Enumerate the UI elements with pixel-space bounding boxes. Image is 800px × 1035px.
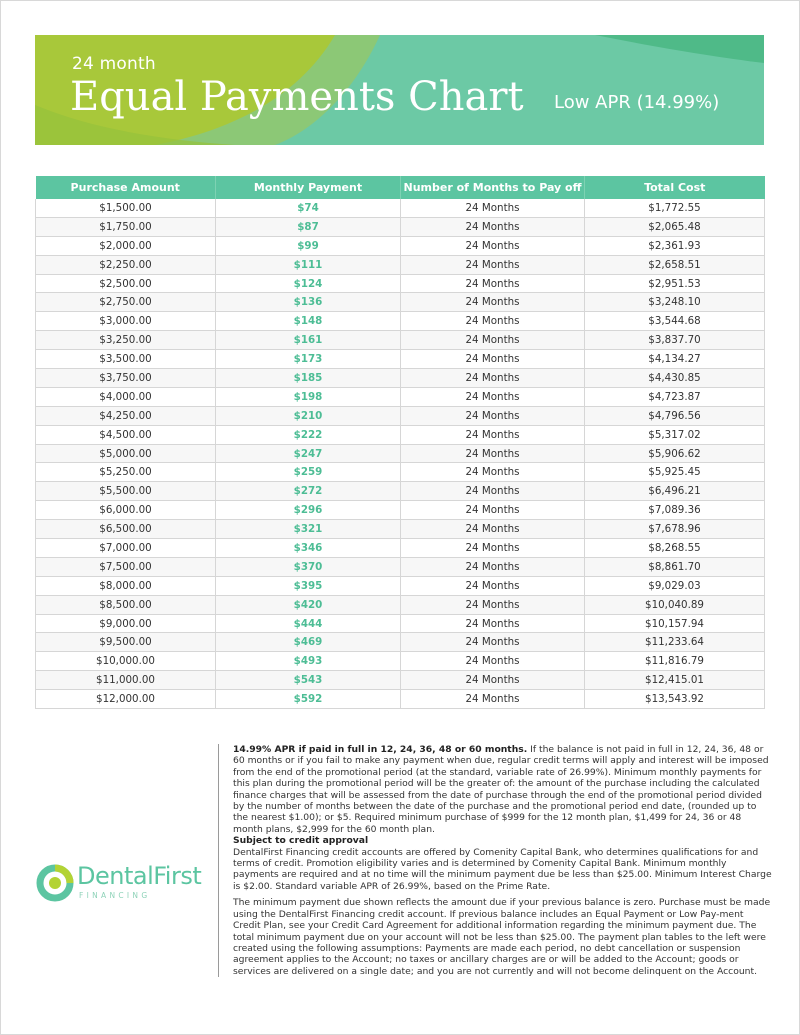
table-header-row xyxy=(36,176,765,199)
table-row xyxy=(36,255,765,274)
purchase-amount-cell: $11,000.00 xyxy=(36,671,216,690)
monthly-payment-cell: $493 xyxy=(216,652,401,671)
purchase-amount-cell: $2,250.00 xyxy=(36,255,216,274)
total-cost-cell: $7,678.96 xyxy=(585,520,765,539)
table-row xyxy=(36,520,765,539)
table-row xyxy=(36,217,765,236)
months-cell: 24 Months xyxy=(401,633,585,652)
monthly-payment-cell: $111 xyxy=(216,255,401,274)
months-cell: 24 Months xyxy=(401,255,585,274)
total-cost-cell: $5,925.45 xyxy=(585,463,765,482)
total-cost-cell: $2,065.48 xyxy=(585,217,765,236)
months-cell: 24 Months xyxy=(401,652,585,671)
table-row xyxy=(36,236,765,255)
purchase-amount-cell: $5,000.00 xyxy=(36,444,216,463)
purchase-amount-cell: $5,500.00 xyxy=(36,482,216,501)
logo-ring-icon xyxy=(35,863,75,903)
disclosure-text xyxy=(218,744,773,977)
purchase-amount-cell: $3,250.00 xyxy=(36,331,216,350)
months-cell: 24 Months xyxy=(401,671,585,690)
total-cost-cell: $5,906.62 xyxy=(585,444,765,463)
purchase-amount-cell: $6,500.00 xyxy=(36,520,216,539)
total-cost-cell: $5,317.02 xyxy=(585,425,765,444)
months-cell: 24 Months xyxy=(401,236,585,255)
total-cost-cell: $9,029.03 xyxy=(585,576,765,595)
purchase-amount-cell: $6,000.00 xyxy=(36,501,216,520)
monthly-payment-cell: $198 xyxy=(216,387,401,406)
purchase-amount-cell: $3,750.00 xyxy=(36,369,216,388)
monthly-payment-cell: $87 xyxy=(216,217,401,236)
table-row xyxy=(36,633,765,652)
credit-approval-body: DentalFirst Financing credit accounts are offered by Comenity Capital Bank, who determines qualifications for and terms of credit. Promotion eligibility varies and is determined by Comenity Capital Bank. Minimum monthly payments are required and at no time will the minimum payment due be less than $25.00. Minimum Interest Charge is $2.00. Standard variable APR of 26.99%, based on the Prime Rate. xyxy=(233,846,772,892)
months-cell: 24 Months xyxy=(401,387,585,406)
table-body xyxy=(36,199,765,709)
payments-table xyxy=(35,176,765,709)
total-cost-cell: $2,951.53 xyxy=(585,274,765,293)
total-cost-cell: $8,268.55 xyxy=(585,539,765,558)
table-row xyxy=(36,539,765,558)
monthly-payment-cell: $592 xyxy=(216,690,401,709)
monthly-payment-cell: $370 xyxy=(216,557,401,576)
total-cost-cell: $8,861.70 xyxy=(585,557,765,576)
months-cell: 24 Months xyxy=(401,312,585,331)
monthly-payment-cell: $543 xyxy=(216,671,401,690)
table-row xyxy=(36,331,765,350)
table-row xyxy=(36,576,765,595)
months-cell: 24 Months xyxy=(401,520,585,539)
months-cell: 24 Months xyxy=(401,293,585,312)
months-cell: 24 Months xyxy=(401,557,585,576)
monthly-payment-cell: $148 xyxy=(216,312,401,331)
header-months-to-pay-off: Number of Months to Pay off xyxy=(401,176,585,199)
total-cost-cell: $13,543.92 xyxy=(585,690,765,709)
monthly-payment-cell: $185 xyxy=(216,369,401,388)
months-cell: 24 Months xyxy=(401,406,585,425)
months-cell: 24 Months xyxy=(401,444,585,463)
table-row xyxy=(36,312,765,331)
apr-disclosure-heading: 14.99% APR if paid in full in 12, 24, 36, 48 or 60 months. xyxy=(233,744,528,755)
total-cost-cell: $4,723.87 xyxy=(585,387,765,406)
table-row xyxy=(36,199,765,217)
table-row xyxy=(36,369,765,388)
purchase-amount-cell: $12,000.00 xyxy=(36,690,216,709)
dentalfirst-logo xyxy=(35,860,215,906)
table-row xyxy=(36,690,765,709)
purchase-amount-cell: $3,500.00 xyxy=(36,350,216,369)
months-cell: 24 Months xyxy=(401,369,585,388)
total-cost-cell: $4,430.85 xyxy=(585,369,765,388)
months-cell: 24 Months xyxy=(401,614,585,633)
banner-subtitle: 24 month xyxy=(72,54,156,74)
months-cell: 24 Months xyxy=(401,350,585,369)
header-banner xyxy=(35,35,764,145)
months-cell: 24 Months xyxy=(401,690,585,709)
table-row xyxy=(36,671,765,690)
months-cell: 24 Months xyxy=(401,482,585,501)
purchase-amount-cell: $4,250.00 xyxy=(36,406,216,425)
minimum-payment-disclosure: The minimum payment due shown reflects the amount due if your previous balance is zero. Purchase must be made using the DentalFirst Financing credit account. If previous balance includes an Equal Payment or Low Pay-ment Credit Plan, see your Credit Card Agreement for additional information regarding the minimum payment due. The total minimum payment due on your account will not be less than $25.00. The payment plan tables to the left were created using the following assumptions: Payments are made each period, no debt cancellation or suspension agreement applies to the Account; no taxes or ancillary charges are or will be added to the Account; goods or services are delivered on a single date; and you are not currently and will not become delinquent on the Account. xyxy=(233,897,771,977)
purchase-amount-cell: $9,000.00 xyxy=(36,614,216,633)
table-row xyxy=(36,614,765,633)
monthly-payment-cell: $346 xyxy=(216,539,401,558)
total-cost-cell: $7,089.36 xyxy=(585,501,765,520)
total-cost-cell: $4,134.27 xyxy=(585,350,765,369)
table-row xyxy=(36,293,765,312)
monthly-payment-cell: $247 xyxy=(216,444,401,463)
purchase-amount-cell: $7,000.00 xyxy=(36,539,216,558)
total-cost-cell: $2,658.51 xyxy=(585,255,765,274)
apr-disclosure-body: If the balance is not paid in full in 12, 24, 36, 48 or 60 months or if you fail to make any payment when due, regular credit terms will apply and interest will be imposed from the end of the promotional period (at the standard, variable rate of 26.99%). Minimum monthly payments for this plan during the promotional period will be the greater of: the amount of the purchase including the calculated finance charges that will be assessed from the date of purchase through the end of the promotional period divided by the number of months between the date of the purchase and the promotional period end date, (rounded up to the nearest $1.00); or $5. Required minimum purchase of $999 for the 12 month plan, $1,499 for 24, 36 or 48 month plans, $2,999 for the 60 month plan. xyxy=(233,744,769,835)
monthly-payment-cell: $173 xyxy=(216,350,401,369)
months-cell: 24 Months xyxy=(401,595,585,614)
table-row xyxy=(36,274,765,293)
purchase-amount-cell: $7,500.00 xyxy=(36,557,216,576)
monthly-payment-cell: $259 xyxy=(216,463,401,482)
table-row xyxy=(36,595,765,614)
months-cell: 24 Months xyxy=(401,199,585,217)
months-cell: 24 Months xyxy=(401,425,585,444)
monthly-payment-cell: $74 xyxy=(216,199,401,217)
purchase-amount-cell: $4,000.00 xyxy=(36,387,216,406)
credit-approval-heading: Subject to credit approval xyxy=(233,835,369,847)
table-row xyxy=(36,463,765,482)
purchase-amount-cell: $8,000.00 xyxy=(36,576,216,595)
monthly-payment-cell: $161 xyxy=(216,331,401,350)
logo-tagline: FINANCING xyxy=(79,891,151,900)
total-cost-cell: $3,248.10 xyxy=(585,293,765,312)
table-row xyxy=(36,406,765,425)
purchase-amount-cell: $8,500.00 xyxy=(36,595,216,614)
monthly-payment-cell: $296 xyxy=(216,501,401,520)
total-cost-cell: $11,816.79 xyxy=(585,652,765,671)
total-cost-cell: $10,040.89 xyxy=(585,595,765,614)
table-row xyxy=(36,350,765,369)
total-cost-cell: $11,233.64 xyxy=(585,633,765,652)
page-title: Equal Payments Chart xyxy=(70,74,524,120)
logo-name: DentalFirst xyxy=(77,862,202,890)
monthly-payment-cell: $136 xyxy=(216,293,401,312)
purchase-amount-cell: $4,500.00 xyxy=(36,425,216,444)
purchase-amount-cell: $2,000.00 xyxy=(36,236,216,255)
months-cell: 24 Months xyxy=(401,539,585,558)
total-cost-cell: $1,772.55 xyxy=(585,199,765,217)
total-cost-cell: $3,837.70 xyxy=(585,331,765,350)
monthly-payment-cell: $469 xyxy=(216,633,401,652)
purchase-amount-cell: $2,750.00 xyxy=(36,293,216,312)
monthly-payment-cell: $272 xyxy=(216,482,401,501)
total-cost-cell: $10,157.94 xyxy=(585,614,765,633)
total-cost-cell: $6,496.21 xyxy=(585,482,765,501)
months-cell: 24 Months xyxy=(401,331,585,350)
purchase-amount-cell: $5,250.00 xyxy=(36,463,216,482)
monthly-payment-cell: $444 xyxy=(216,614,401,633)
table-row xyxy=(36,557,765,576)
monthly-payment-cell: $222 xyxy=(216,425,401,444)
table-row xyxy=(36,652,765,671)
table-row xyxy=(36,425,765,444)
apr-disclosure xyxy=(233,744,773,835)
purchase-amount-cell: $1,500.00 xyxy=(36,199,216,217)
months-cell: 24 Months xyxy=(401,501,585,520)
months-cell: 24 Months xyxy=(401,576,585,595)
header-monthly-payment: Monthly Payment xyxy=(216,176,401,199)
purchase-amount-cell: $3,000.00 xyxy=(36,312,216,331)
months-cell: 24 Months xyxy=(401,274,585,293)
monthly-payment-cell: $210 xyxy=(216,406,401,425)
total-cost-cell: $4,796.56 xyxy=(585,406,765,425)
monthly-payment-cell: $99 xyxy=(216,236,401,255)
header-total-cost: Total Cost xyxy=(585,176,765,199)
total-cost-cell: $2,361.93 xyxy=(585,236,765,255)
purchase-amount-cell: $9,500.00 xyxy=(36,633,216,652)
table-row xyxy=(36,387,765,406)
monthly-payment-cell: $395 xyxy=(216,576,401,595)
purchase-amount-cell: $10,000.00 xyxy=(36,652,216,671)
monthly-payment-cell: $124 xyxy=(216,274,401,293)
table-row xyxy=(36,501,765,520)
total-cost-cell: $3,544.68 xyxy=(585,312,765,331)
months-cell: 24 Months xyxy=(401,217,585,236)
monthly-payment-cell: $321 xyxy=(216,520,401,539)
header-purchase-amount: Purchase Amount xyxy=(36,176,216,199)
table-row xyxy=(36,444,765,463)
table-row xyxy=(36,482,765,501)
purchase-amount-cell: $1,750.00 xyxy=(36,217,216,236)
purchase-amount-cell: $2,500.00 xyxy=(36,274,216,293)
months-cell: 24 Months xyxy=(401,463,585,482)
monthly-payment-cell: $420 xyxy=(216,595,401,614)
total-cost-cell: $12,415.01 xyxy=(585,671,765,690)
apr-label: Low APR (14.99%) xyxy=(554,92,720,113)
